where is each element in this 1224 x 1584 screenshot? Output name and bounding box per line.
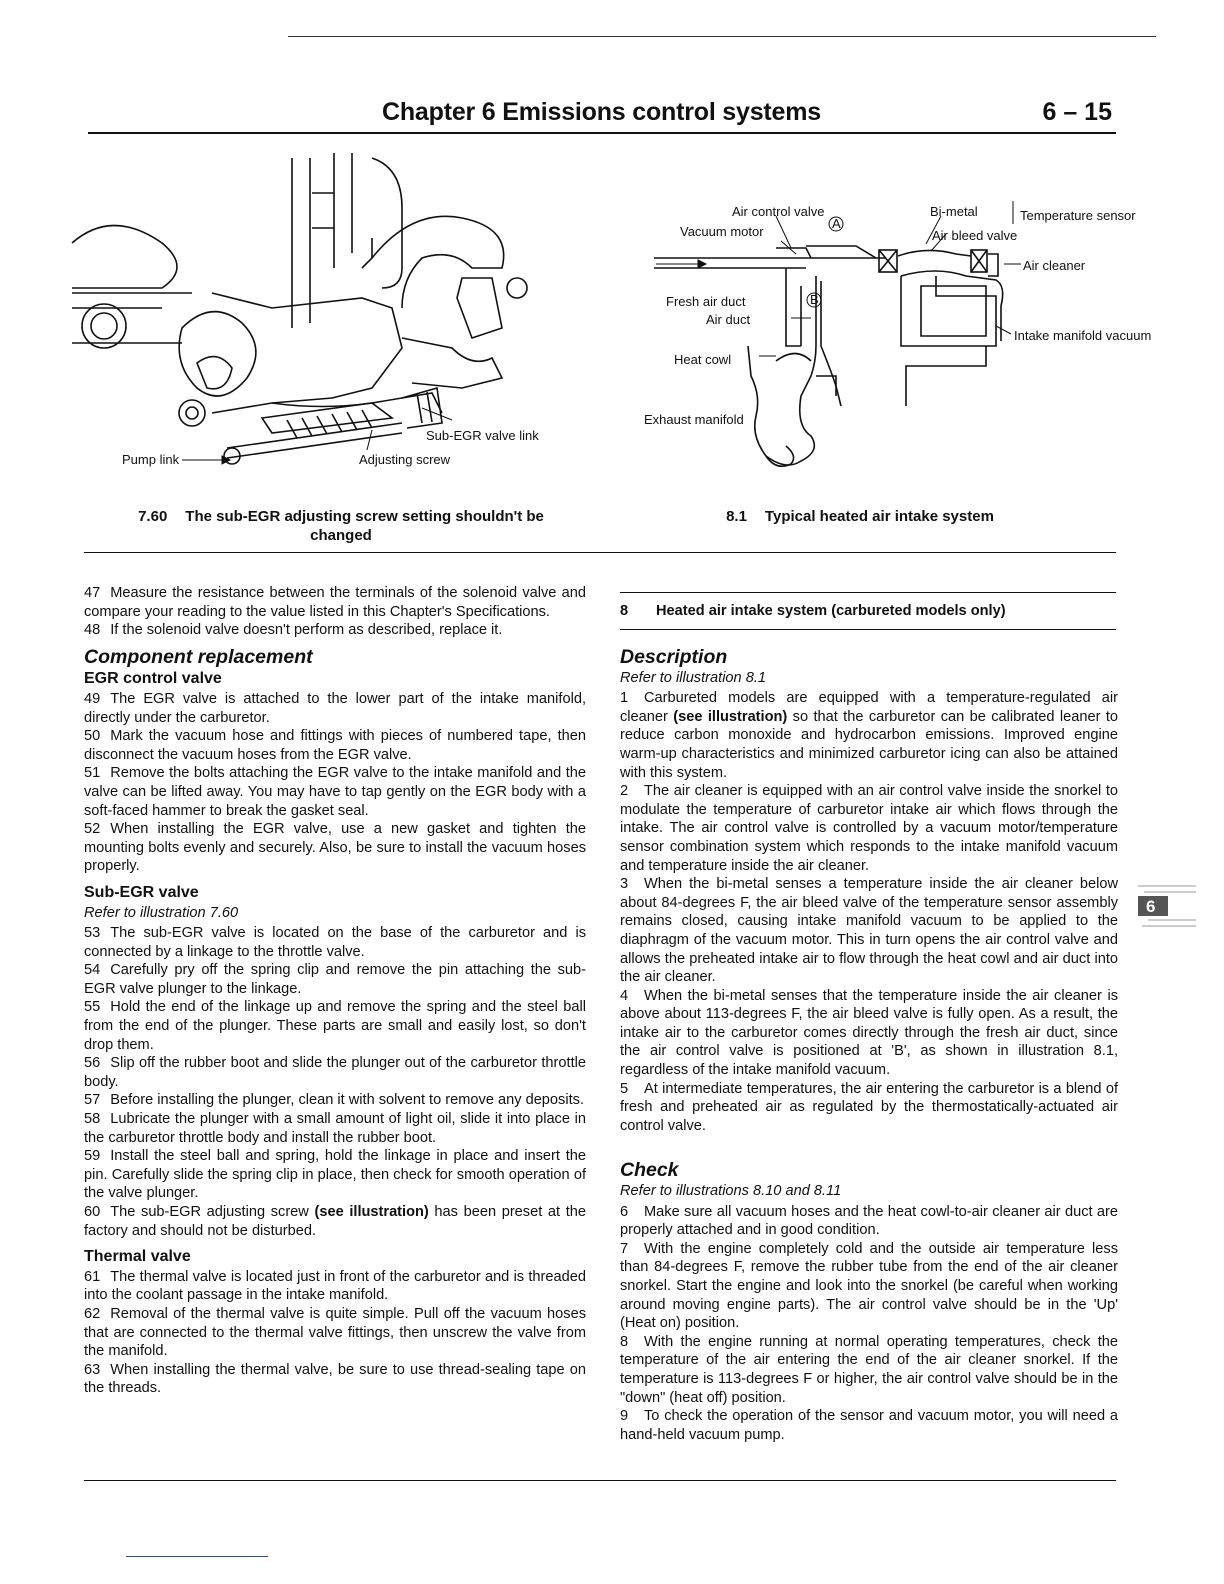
heading-sub-egr-valve: Sub-EGR valve <box>84 883 199 901</box>
figures-bottom-rule <box>84 552 1116 553</box>
paragraph-54: 54 Carefully pry off the spring clip and remove the pin attaching the sub-EGR valve plunger to the linkage. <box>84 962 586 997</box>
heading-egr-control-valve: EGR control valve <box>84 670 222 688</box>
heading-check: Check <box>620 1159 679 1182</box>
scan-edge-mark <box>126 1556 268 1557</box>
section-bottom-rule <box>620 629 1116 630</box>
paragraph-7: 7 With the engine completely cold and the outside air temperature less than 84-degrees F, remove the rubber tube from the end of the air cleaner snorkel. Start the engine and look into the snorkel (be careful when working around moving engine parts). The air control valve should be in the 'Up' (Heat on) position. <box>620 1240 1118 1332</box>
heading-component-replacement: Component replacement <box>84 645 313 668</box>
heading-thermal-valve: Thermal valve <box>84 1248 191 1266</box>
paragraph-52: 52 When installing the EGR valve, use a new gasket and tighten the mounting bolts evenly and securely. Also, be sure to install the vacuum hoses properly. <box>84 821 586 875</box>
page-bottom-rule <box>84 1480 1116 1481</box>
paragraph-49: 49 The EGR valve is attached to the lower part of the intake manifold, directly under the carburetor. <box>84 690 586 726</box>
paragraph-57: 57 Before installing the plunger, clean it with solvent to remove any deposits. <box>84 1092 584 1109</box>
left-column <box>84 584 586 1398</box>
paragraph-61: 61 The thermal valve is located just in front of the carburetor and is threaded into the coolant passage in the intake manifold. <box>84 1268 586 1304</box>
paragraph-56: 56 Slip off the rubber boot and slide the plunger out of the carburetor throttle body. <box>84 1055 586 1090</box>
paragraph-5: 5 At intermediate temperatures, the air entering the carburetor is a blend of fresh and preheated air as regulated by the thermostatically-actuated air control valve. <box>620 1080 1118 1134</box>
chapter-tab-number: 6 <box>1146 897 1156 916</box>
paragraph-62: 62 Removal of the thermal valve is quite simple. Pull off the vacuum hoses that are connected to the thermal valve fittings, then unscrew the valve from the manifold. <box>84 1305 586 1360</box>
marker-a: A <box>832 216 841 231</box>
chapter-title: Chapter 6 Emissions control systems <box>382 98 821 126</box>
paragraph-51: 51 Remove the bolts attaching the EGR valve to the intake manifold and the valve can be lifted away. You may have to tap gently on the EGR body with a soft-faced hammer to break the gasket seal. <box>84 765 586 819</box>
right-column <box>620 642 1118 1444</box>
paragraph-60: 60 The sub-EGR adjusting screw (see illustration) has been preset at the factory and should not be disturbed. <box>84 1204 586 1239</box>
label-sub-egr-valve-link: Sub-EGR valve link <box>426 428 539 443</box>
label-air-bleed-valve: Air bleed valve <box>932 228 1018 243</box>
sub-egr-illustration <box>72 148 542 478</box>
label-temperature-sensor: Temperature sensor <box>1020 208 1136 223</box>
section-8-header <box>620 602 1116 621</box>
label-bi-metal: Bi-metal <box>930 204 978 219</box>
heading-description: Description <box>620 646 728 668</box>
paragraph-2: 2 The air cleaner is equipped with an air control valve inside the snorkel to modulate the temperature of carburetor intake air which flows through the intake. The air control valve is controlled by a vacuum motor/temperature sensor combination system which responds to the intake manifold vacuum and temperature inside the air cleaner. <box>620 783 1118 874</box>
caption-8-1 <box>690 507 1030 526</box>
page-number: 6 – 15 <box>1042 98 1112 126</box>
chapter-tab-graphic <box>1138 880 1198 930</box>
paragraph-3: 3 When the bi-metal senses a temperature inside the air cleaner below about 84-degrees F, the air bleed valve of the temperature sensor assembly remains closed, causing intake manifold vacuum to be applied to the diaphragm of the vacuum motor. This in turn opens the air control valve and allows the preheated intake air to flow through the heat cowl and air duct into the air cleaner. <box>620 876 1118 986</box>
section-top-rule <box>620 592 1116 593</box>
label-adjusting-screw: Adjusting screw <box>359 452 451 467</box>
top-rule <box>288 36 1156 37</box>
label-vacuum-motor: Vacuum motor <box>680 224 764 239</box>
marker-b: B <box>810 292 819 307</box>
paragraph-53: 53 The sub-EGR valve is located on the base of the carburetor and is connected by a linkage to the throttle valve. <box>84 925 586 960</box>
check-reference: Refer to illustrations 8.10 and 8.11 <box>620 1183 842 1200</box>
paragraph-4: 4 When the bi-metal senses that the temperature inside the air cleaner is above about 113-degrees F, the air bleed valve is fully open. As a result, the intake air to the carburetor comes directly through the fresh air duct, since the air control valve is positioned at 'B', as shown in illustration 8.1, regardless of the intake manifold vacuum. <box>620 987 1118 1079</box>
caption-7-60 <box>126 507 556 545</box>
description-reference: Refer to illustration 8.1 <box>620 669 767 686</box>
caption-8-1-number: 8.1 <box>726 508 747 525</box>
caption-7-60-number: 7.60 <box>138 508 168 525</box>
paragraph-50: 50 Mark the vacuum hose and fittings with pieces of numbered tape, then disconnect the vacuum hoses from the EGR valve. <box>84 728 586 763</box>
paragraph-55: 55 Hold the end of the linkage up and remove the spring and the steel ball from the end of the plunger. These parts are small and easily lost, so don't drop them. <box>84 999 586 1053</box>
paragraph-6: 6 Make sure all vacuum hoses and the heat cowl-to-air cleaner air duct are properly attached and in good condition. <box>620 1203 1118 1239</box>
paragraph-1: 1 Carbureted models are equipped with a temperature-regulated air cleaner (see illustration) so that the carburetor can be calibrated leaner to reduce carbon monoxide and hydrocarbon emissions. Improved engine warm-up characteristics and minimized carburetor icing can also be attained with this system. <box>620 690 1119 781</box>
label-exhaust-manifold: Exhaust manifold <box>644 412 744 427</box>
label-air-control-valve: Air control valve <box>732 204 825 219</box>
caption-8-1-text: Typical heated air intake system <box>764 508 994 525</box>
paragraph-8: 8 With the engine running at normal operating temperatures, check the temperature of the air entering the end of the air cleaner snorkel. If the temperature is 113-degrees F or higher, the air control valve should be in the "down" (heat off) position. <box>620 1333 1118 1406</box>
chapter-thumb-tab <box>1138 880 1198 930</box>
paragraph-47: 47 Measure the resistance between the terminals of the solenoid valve and compare your reading to the value listed in this Chapter's Specifications. <box>84 585 586 620</box>
paragraph-9: 9 To check the operation of the sensor and vacuum motor, you will need a hand-held vacuum pump. <box>620 1408 1118 1443</box>
label-intake-manifold-vacuum: Intake manifold vacuum <box>1014 328 1152 343</box>
paragraph-63: 63 When installing the thermal valve, be sure to use thread-sealing tape on the threads. <box>84 1361 586 1397</box>
caption-7-60-text: The sub-EGR adjusting screw setting shouldn't be changed <box>185 508 544 544</box>
heated-air-intake-illustration <box>636 196 1152 486</box>
paragraph-58: 58 Lubricate the plunger with a small amount of light oil, slide it into place in the carburetor throttle body and install the rubber boot. <box>84 1111 586 1146</box>
label-air-duct: Air duct <box>706 312 751 327</box>
label-air-cleaner: Air cleaner <box>1023 258 1086 273</box>
page-header <box>88 96 1116 134</box>
label-fresh-air-duct: Fresh air duct <box>666 294 746 309</box>
paragraph-48: 48 If the solenoid valve doesn't perform as described, replace it. <box>84 622 503 639</box>
figure-8-1 <box>636 196 1152 486</box>
sub-egr-reference: Refer to illustration 7.60 <box>84 904 239 921</box>
label-heat-cowl: Heat cowl <box>674 352 732 367</box>
figure-7-60 <box>72 148 542 478</box>
paragraph-59: 59 Install the steel ball and spring, hold the linkage in place and insert the pin. Carefully slide the spring clip in place, then check for smooth operation of the valve plunger. <box>84 1148 586 1202</box>
section-8-title-line: 8 Heated air intake system (carbureted models only) <box>620 603 1006 619</box>
label-pump-link: Pump link <box>122 452 180 467</box>
